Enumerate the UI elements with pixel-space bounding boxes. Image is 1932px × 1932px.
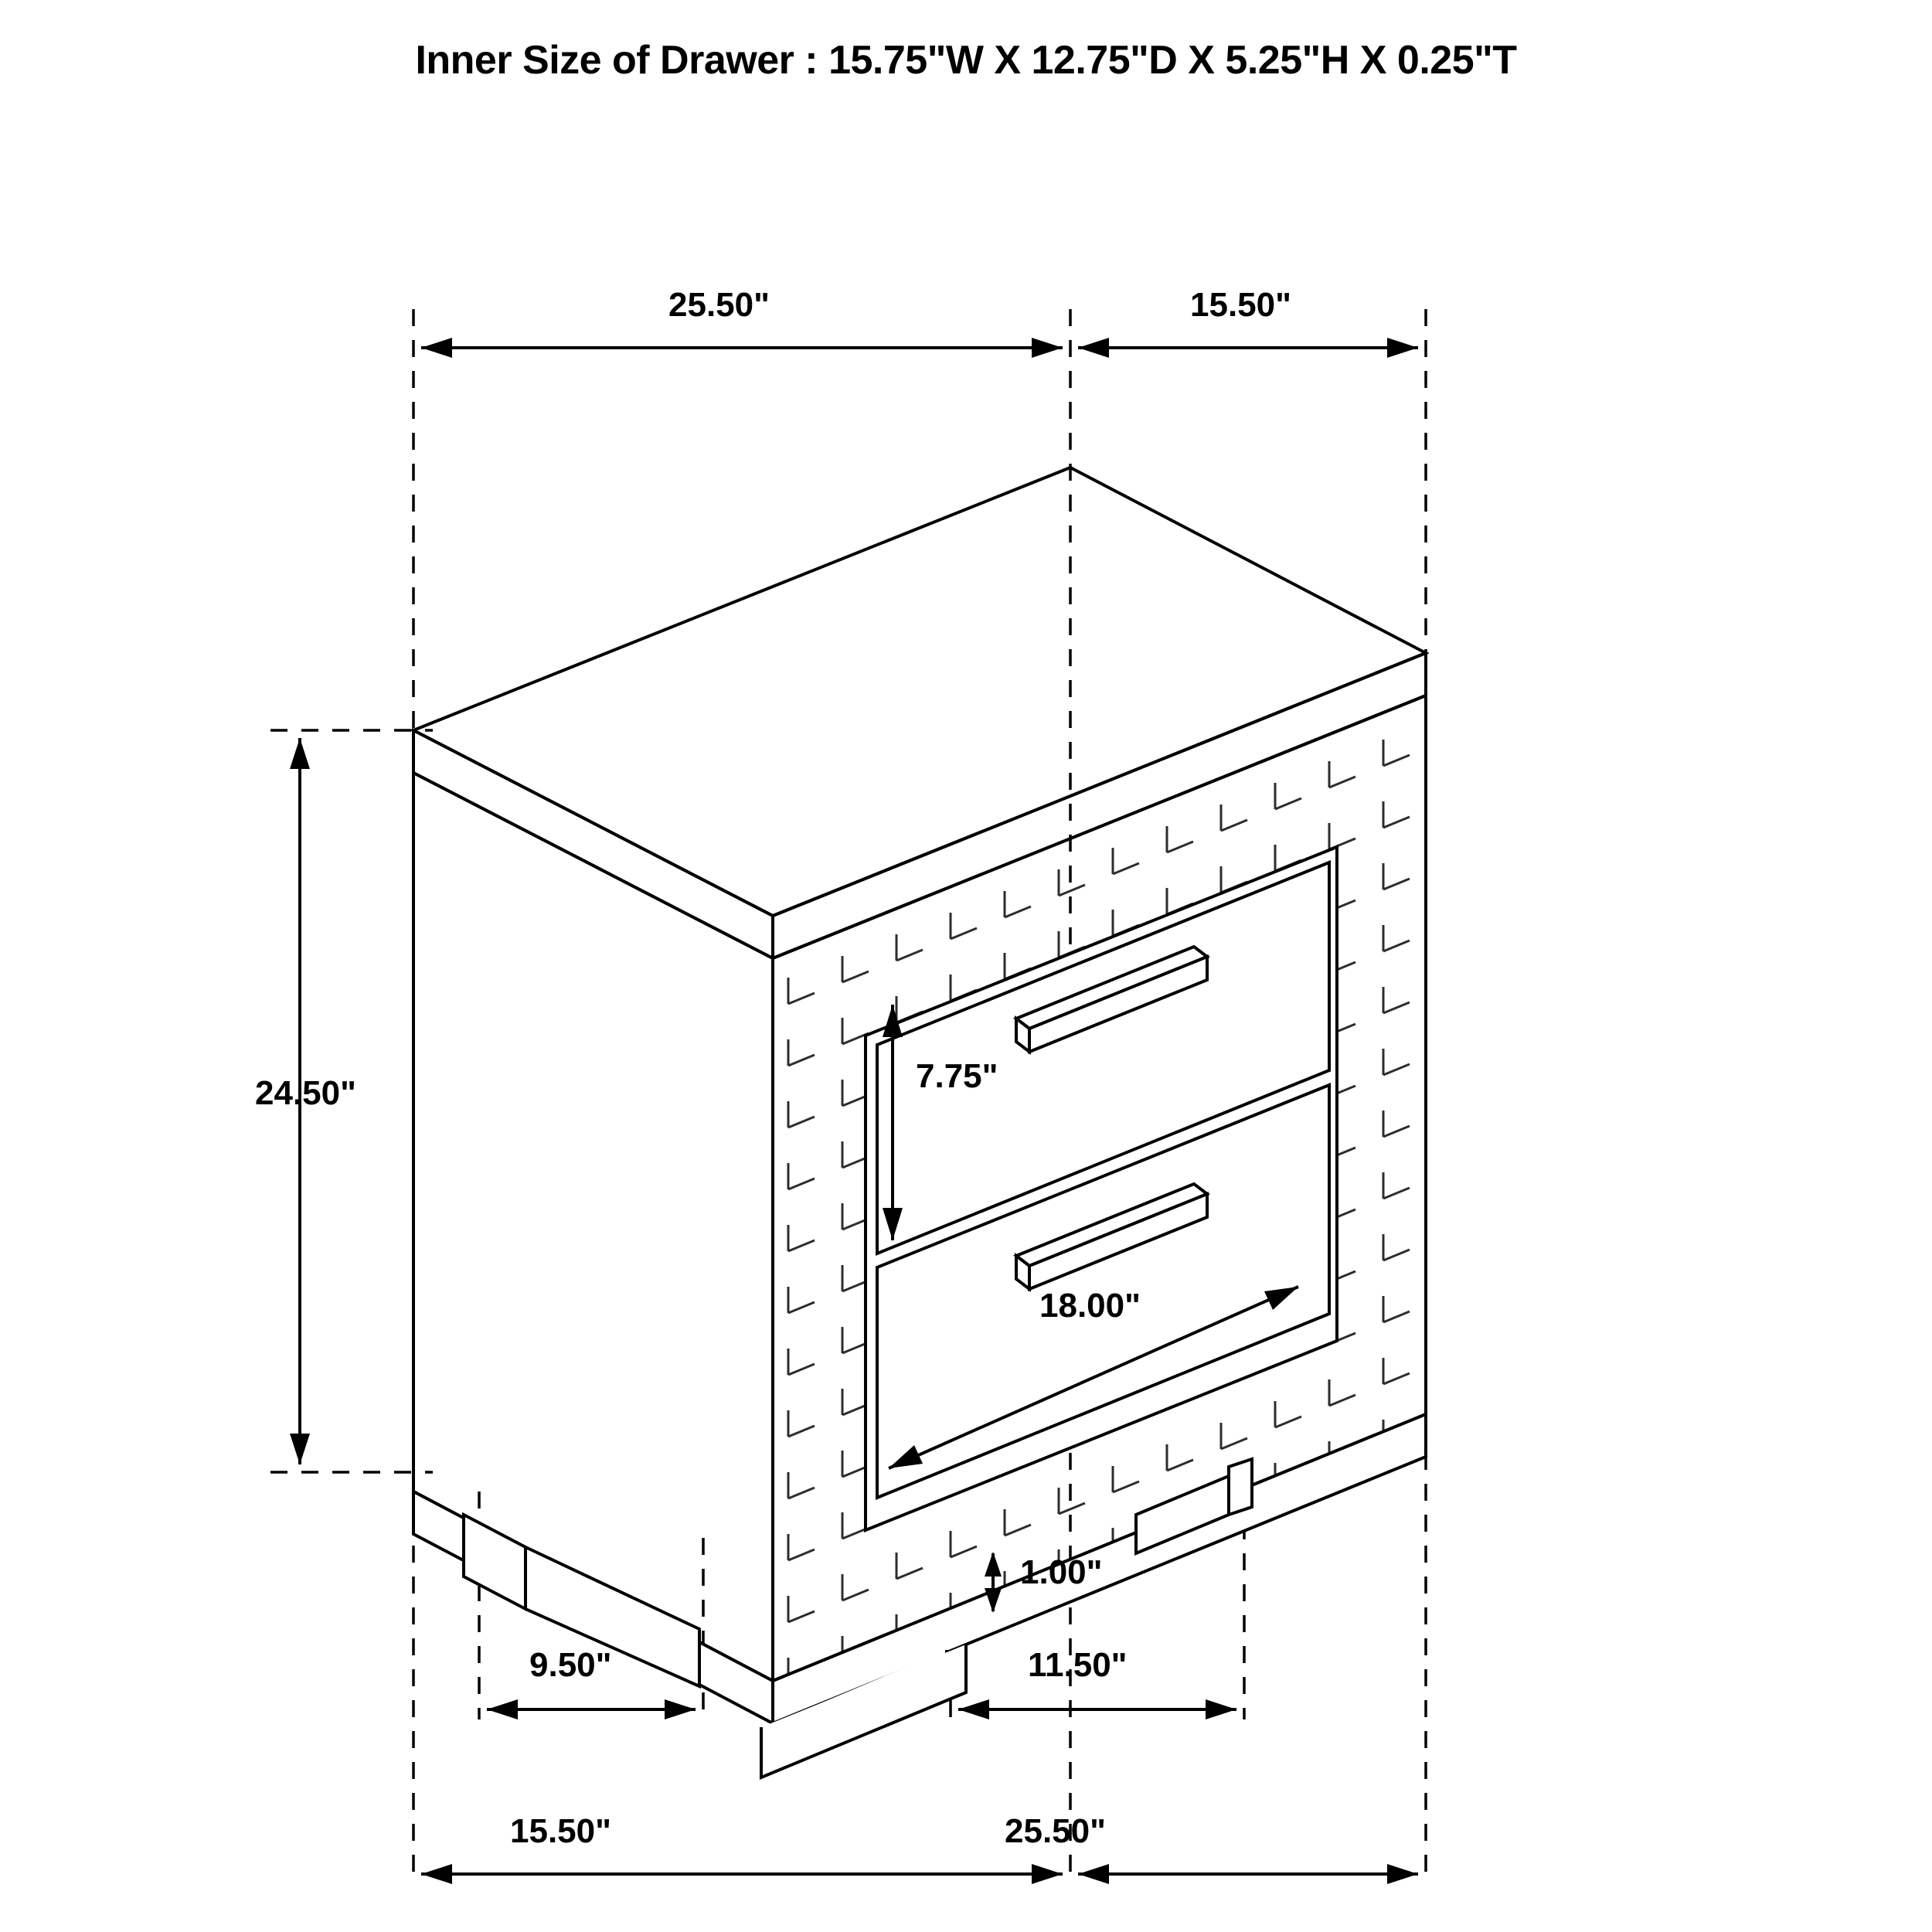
dim-top-right-15-50 [1078, 338, 1418, 358]
label-bottom-left-depth: 15.50" [510, 1812, 611, 1850]
dim-bottom-left-15-50 [421, 1864, 1063, 1884]
label-foot-right: 11.50" [1028, 1646, 1128, 1684]
label-drawer-height: 7.75" [916, 1057, 998, 1095]
dim-foot-left-9-50 [487, 1699, 696, 1719]
label-drawer-width: 18.00" [1039, 1287, 1141, 1325]
label-bottom-right-width: 25.50" [1005, 1812, 1106, 1850]
dim-top-left-25-50 [421, 338, 1063, 358]
dim-bottom-right-25-50 [1078, 1864, 1418, 1884]
label-top-right-depth: 15.50" [1190, 286, 1291, 324]
label-top-left-width: 25.50" [668, 286, 770, 324]
dim-foot-right-11-50 [958, 1699, 1236, 1719]
page-title: Inner Size of Drawer : 15.75"W X 12.75"D X 5.25"H X 0.25"T [415, 38, 1517, 83]
label-foot-left: 9.50" [529, 1646, 612, 1684]
label-leg-height: 1.00" [1020, 1553, 1103, 1591]
label-overall-height: 24.50" [255, 1074, 356, 1112]
